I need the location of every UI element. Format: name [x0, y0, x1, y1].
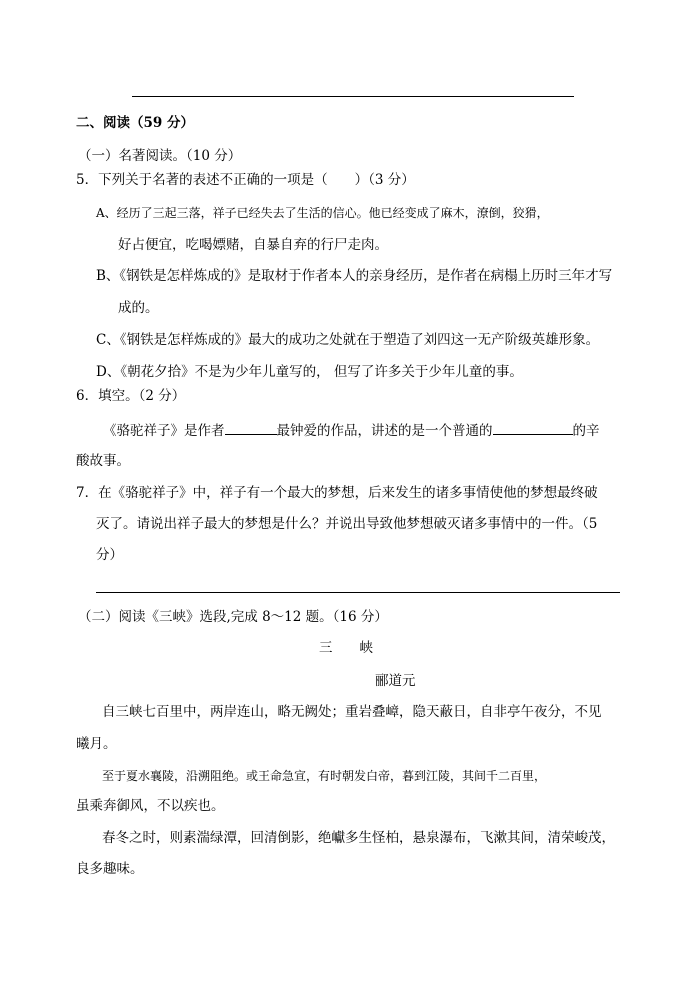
passage-author: 郦道元	[375, 673, 416, 689]
q5-option-a-line1: A、经历了三起三落，祥子已经失去了生活的信心。他已经变成了麻木，潦倒，狡猾，	[96, 206, 549, 220]
q6-blank-person[interactable]	[493, 420, 573, 435]
q7-line2: 灭了。请说出祥子最大的梦想是什么？并说出导致他梦想破灭诸多事情中的一件。（5	[96, 516, 598, 532]
passage-p1-line2: 曦月。	[76, 736, 117, 752]
passage-p2-line2: 虽乘奔御风，不以疾也。	[76, 798, 225, 814]
part2-heading: （二）阅读《三峡》选段,完成 8～12 题。（16 分）	[78, 609, 388, 625]
q6-text-part3: 的辛	[572, 423, 600, 439]
q5-option-a-line2: 好占便宜，吃喝嫖赌，自暴自弃的行尸走肉。	[118, 237, 388, 253]
q5-option-b-line2: 成的。	[118, 300, 159, 316]
passage-title: 三 峡	[319, 640, 373, 656]
passage-p3-line1: 春冬之时，则素湍绿潭，回清倒影，绝巘多生怪柏，悬泉瀑布，飞漱其间，清荣峻茂，	[102, 830, 615, 846]
q6-text-part2: 最钟爱的作品，讲述的是一个普通的	[276, 423, 493, 439]
q6-line2: 酸故事。	[76, 453, 130, 469]
section-title: 二、阅读（59 分）	[76, 115, 194, 131]
passage-p3-line2: 良多趣味。	[76, 861, 144, 877]
q6-text-part1: 《骆驼祥子》是作者	[103, 423, 225, 439]
q7-line3: 分）	[96, 547, 123, 563]
q6-blank-author[interactable]	[225, 420, 277, 435]
passage-p1-line1: 自三峡七百里中，两岸连山，略无阙处；重岩叠嶂，隐天蔽日，自非亭午夜分，不见	[102, 704, 602, 720]
q7-answer-line[interactable]	[96, 592, 620, 593]
q5-option-c: C、《钢铁是怎样炼成的》最大的成功之处就在于塑造了刘四这一无产阶级英雄形象。	[96, 332, 600, 348]
q5-option-d: D、《朝花夕拾》不是为少年儿童写的， 但写了许多关于少年儿童的事。	[96, 364, 523, 380]
q5-stem: 5．下列关于名著的表述不正确的一项是（ ）（3 分）	[76, 172, 415, 188]
top-rule	[132, 96, 574, 97]
q7-line1: 7．在《骆驼祥子》中，祥子有一个最大的梦想，后来发生的诸多事情使他的梦想最终破	[76, 485, 598, 501]
q6-line1	[103, 420, 600, 441]
passage-p2-line1: 至于夏水襄陵，沿溯阻绝。或王命急宣，有时朝发白帝，暮到江陵，其间千二百里，	[102, 769, 547, 783]
q6-stem: 6．填空。（2 分）	[76, 388, 186, 404]
part1-heading: （一）名著阅读。（10 分）	[78, 148, 242, 164]
q5-option-b-line1: B、《钢铁是怎样炼成的》是取材于作者本人的亲身经历，是作者在病榻上历时三年才写	[96, 268, 613, 284]
